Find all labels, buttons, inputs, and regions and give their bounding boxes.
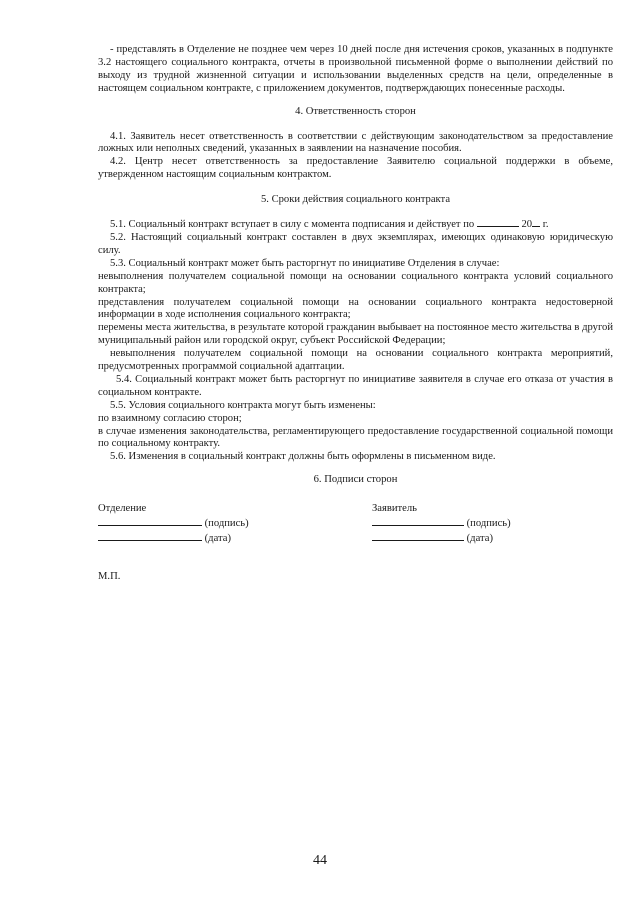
department-title: Отделение — [98, 503, 147, 515]
clause-5-3-item-1: невыполнения получателем социальной помощи на основании социального контракта условий социального контракта; — [98, 270, 613, 295]
clause-5-4: 5.4. Социальный контракт может быть расторгнут по инициативе заявителя в случае его отказа от участия в социальном контракте. — [98, 373, 613, 398]
clause-4-2: 4.2. Центр несет ответственность за предоставление Заявителю социальной поддержки в объеме, утвержденном настоящим социальным контрактом. — [98, 156, 613, 181]
page-number: 44 — [313, 853, 327, 868]
clause-5-2: 5.2. Настоящий социальный контракт составлен в двух экземплярах, имеющих одинаковую юридическую силу. — [98, 231, 613, 256]
clause-5-3-item-4: невыполнения получателем социальной помощи на основании социального контракта мероприятий, предусмотренных программой социальной адаптации. — [98, 348, 613, 373]
department-signature-label: (подпись) — [204, 518, 249, 530]
clause-5-1-suffix: г. — [542, 219, 549, 231]
clause-5-1 — [98, 217, 613, 232]
clause-5-1-year: 20 — [521, 219, 533, 231]
clause-5-3-item-3: перемены места жительства, в результате которой гражданин выбывает на постоянное место жительства в другой муниципальный район или городской округ, субъект Российской Федерации; — [98, 322, 613, 347]
clause-5-6: 5.6. Изменения в социальный контракт должны быть оформлены в письменном виде. — [110, 451, 496, 463]
stamp-place: М.П. — [98, 571, 121, 583]
year-blank — [532, 217, 540, 227]
clause-5-5-item-1: по взаимному согласию сторон; — [98, 412, 242, 424]
clause-5-5: 5.5. Условия социального контракта могут быть изменены: — [110, 399, 376, 411]
signature-applicant — [372, 503, 511, 546]
signature-block — [98, 503, 613, 551]
department-signature-blank — [98, 516, 202, 526]
applicant-signature-blank — [372, 516, 464, 526]
applicant-title: Заявитель — [372, 503, 418, 515]
department-date-line — [98, 531, 249, 546]
applicant-date-label: (дата) — [466, 533, 493, 544]
clause-5-1-text: 5.1. Социальный контракт вступает в силу с момента подписания и действует по — [110, 219, 475, 231]
department-date-label: (дата) — [204, 533, 231, 544]
applicant-signature-line — [372, 516, 511, 531]
applicant-signature-label: (подпись) — [466, 518, 511, 530]
applicant-date-line — [372, 531, 511, 546]
department-signature-line — [98, 516, 249, 531]
clause-5-3-item-2: представления получателем социальной помощи на основании социального контракта недостоверной информации в ходе исполнения социального контракта; — [98, 296, 613, 321]
department-date-blank — [98, 531, 202, 541]
intro-paragraph: - представлять в Отделение не позднее чем через 10 дней после дня истечения сроков, указанных в подпункте 3.2 настоящего социального контракта, отчеты в произвольной письменной форме о выполнении действий по выходу из трудной жизненной ситуации и использовании выделенных средств на цели, определенные в настоящем социальном контракте, с приложением документов, подтверждающих понесенные расходы. — [98, 44, 613, 94]
clause-4-1: 4.1. Заявитель несет ответственность в соответствии с действующим законодательством за предоставление ложных или неполных сведений, указанных в заявлении на назначение пособия. — [98, 130, 613, 155]
date-blank — [477, 217, 519, 227]
section-5-heading: 5. Сроки действия социального контракта — [260, 194, 451, 206]
signature-department — [98, 503, 249, 546]
clause-5-3: 5.3. Социальный контракт может быть расторгнут по инициативе Отделения в случае: — [110, 257, 500, 269]
document-body — [98, 44, 613, 584]
clause-5-5-item-2: в случае изменения законодательства, регламентирующего предоставление государственной социальной помощи по социальному контракту. — [98, 425, 613, 450]
section-6-heading: 6. Подписи сторон — [313, 474, 398, 486]
applicant-date-blank — [372, 531, 464, 541]
section-4-heading: 4. Ответственность сторон — [295, 105, 416, 117]
